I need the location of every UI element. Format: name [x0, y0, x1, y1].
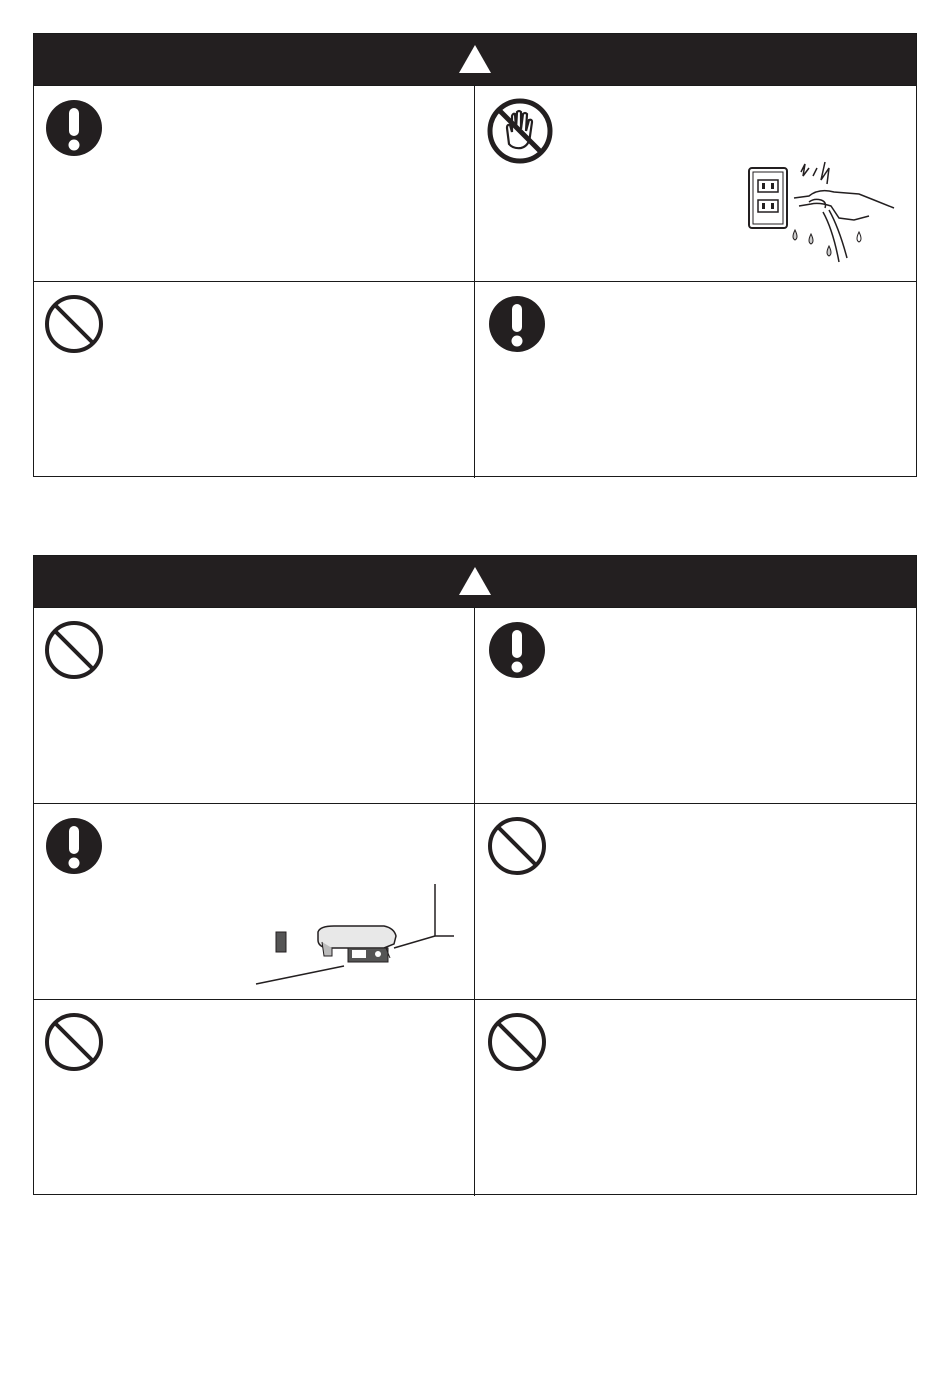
prohibition-icon	[44, 294, 104, 354]
caution-item	[34, 804, 475, 1000]
prohibition-icon	[44, 1012, 104, 1072]
caution-item	[34, 86, 475, 282]
caution-item	[34, 282, 475, 478]
caution-item	[475, 282, 916, 478]
caution-item	[475, 86, 916, 282]
caution-item	[475, 804, 916, 1000]
prohibition-icon	[487, 816, 547, 876]
warning-panel-2	[33, 555, 917, 1195]
mandatory-exclamation-icon	[44, 98, 104, 158]
caution-item	[34, 608, 475, 804]
prohibition-icon	[487, 1012, 547, 1072]
caution-item	[475, 608, 916, 804]
warning-panel-header	[34, 556, 916, 608]
do-not-touch-hand-icon	[487, 98, 553, 164]
mandatory-exclamation-icon	[487, 620, 547, 680]
warning-panel-1	[33, 33, 917, 477]
warning-panel-header	[34, 34, 916, 86]
device-placement-near-wall-illustration	[214, 874, 454, 994]
warning-triangle-icon	[458, 44, 492, 74]
prohibition-icon	[44, 620, 104, 680]
caution-item	[475, 1000, 916, 1196]
warning-triangle-icon	[458, 566, 492, 596]
wet-hand-plug-outlet-illustration	[739, 158, 904, 276]
mandatory-exclamation-icon	[487, 294, 547, 354]
caution-item	[34, 1000, 475, 1196]
mandatory-exclamation-icon	[44, 816, 104, 876]
